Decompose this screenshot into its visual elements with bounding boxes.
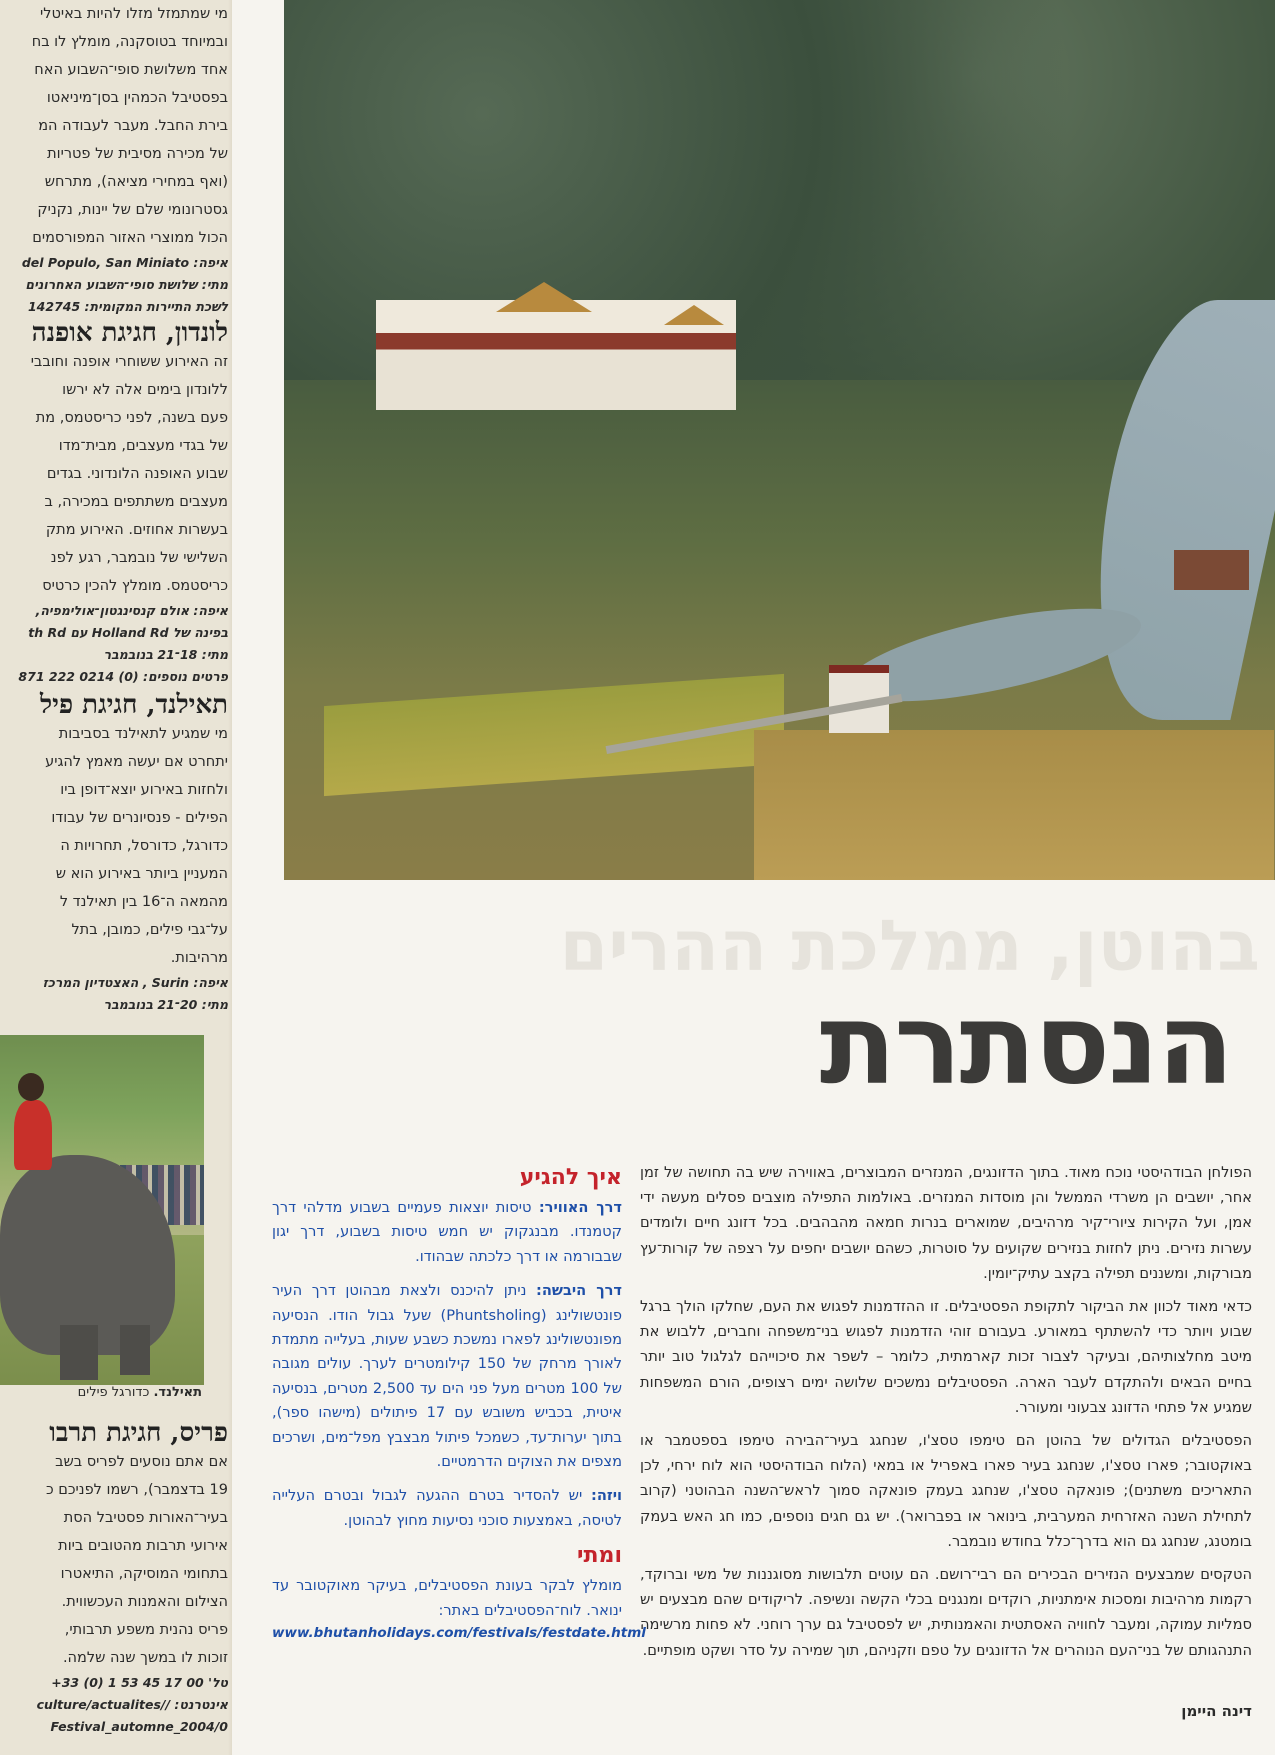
meta-line: אינטרנט: //culture/actualites [36, 1697, 228, 1712]
text-line: מי שמתמזל מזלו להיות באיטלי [40, 6, 228, 22]
faded-headline: בהוטן, ממלכת ההרים [559, 905, 1260, 987]
article-paragraph: כדאי מאוד לכוון את הביקור לתקופת הפסטיבלים. זו ההזדמנות לפגוש את העם, שחלקו הולך ברגל שבוע ויותר כדי להשתתף במאורע. בעבורם זוהי הזדמנות לפגוש בני־משפחה וחברים, ללבוש את מיטב מחלצותיהם, ובעיקר לצבור זכות קארמתית, כלומר – לשפר את סיכוייהם לגלגול טוב יותר בחיים הבאים ולהתקדם לעבר הארה. הפסטיבלים נמשכים שלושה ימים רצופים, הורם המשפחות שמגיע אל פתחי הדזונג צבעוני ומעורר. [640, 1298, 1252, 1416]
text-line: שבוע האופנה הלונדוני. בגדים [46, 466, 228, 482]
text-line: מעצבים משתתפים במכירה, ב [44, 494, 228, 510]
paris-block [0, 1418, 228, 1738]
text-line: בירת החבל. מעבר לעבודה המ [38, 118, 228, 134]
article-paragraph: הפסטיבלים הגדולים של בהוטן הם טימפו טסצ'ו, שנחגג בעיר־הבירה טימפו בספטמבר או באוקטובר; פארו טסצ'ו, שנחגג בעיר פארו באפריל או במאי (הלוח הבודהיסטי הוא לוח ירחי, לכן התאריכים משתנים); פונאקה טסצ'ו, שנחגג בעמק פונאקה סמוך לראש־השנה הבהוטני (קרוב לתחילת השנה האזרחית המערבית, בינואר או בפברואר). יש גם חגים נוספים, כמו חג האש בעמק בומטנג, שנחגג גם הוא בדרך־כלל בחודש נובמבר. [640, 1432, 1252, 1550]
meta-line: איפה: del Populo, San Miniato [21, 255, 228, 270]
section-heading: פריס, חגיגת תרבו [49, 1418, 228, 1448]
meta-line: מתי: שלושת סופי־השבוע האחרונים [25, 277, 228, 292]
text-line: אם אתם נוסעים לפריס בשב [55, 1454, 228, 1470]
text-line: כריסטמס. מומלץ להכין כרטיס [42, 578, 228, 594]
london-block [0, 318, 228, 688]
sidebar-paragraph-visa: ויזה: יש להסדיר בטרם ההגעה לגבול ובטרם העלייה לטיסה, באמצעות סוכני נסיעות מחוץ לבהוטן. [272, 1487, 622, 1529]
text-line: פריס נהנית משפע תרבותי, [64, 1622, 228, 1638]
sidebar-paragraph-when: מומלץ לבקר בעונת הפסטיבלים, בעיקר מאוקטובר עד ינואר. לוח־הפסטיבלים באתר: [272, 1577, 622, 1619]
text-line: ובמיוחד בטוסקנה, מומלץ לו בח [31, 34, 228, 50]
meta-line: מתי: 18־21 בנובמבר [103, 647, 228, 662]
meta-line: מתי: 20־21 בנובמבר [103, 997, 228, 1012]
bhutan-valley-photo [284, 0, 1275, 880]
text-line: אירועי תרבות מהטובים ביות [58, 1538, 228, 1554]
text-line: בעיר־האורות פסטיבל הסת [63, 1510, 228, 1526]
text-line: בפסטיבל הכמהין בסן־מיניאטו [46, 90, 228, 106]
meta-line: בפינה של Holland Rd עם th Rd [28, 625, 228, 640]
thailand-block [0, 690, 228, 1016]
text-line: מהמאה ה־16 בין תאילנד ל [59, 894, 228, 910]
san-miniato-block [0, 0, 228, 318]
text-line: הצילום והאמנות העכשווית. [61, 1594, 228, 1610]
meta-line: פרטים נוספים: (0) 0214 222 871 [18, 669, 228, 684]
author-byline: דינה היימן [1181, 1702, 1252, 1720]
text-line: 19 בדצמבר), רשמו לפניכם כ [45, 1482, 228, 1498]
page-title: הנסתרת [819, 980, 1232, 1110]
text-line: של בגדי מעצבים, מבית־מדו [58, 438, 228, 454]
meta-line: Festival_automne_2004/0 [50, 1719, 228, 1734]
neighbour-column [0, 0, 232, 1755]
text-line: (ואף במחירי מציאה), מתרחש [44, 174, 228, 190]
text-line: יתחרט אם יעשה מאמץ להגיע [45, 754, 228, 770]
elephant-football-photo [0, 1035, 204, 1385]
section-heading: תאילנד, חגיגת פיל [40, 690, 228, 720]
text-line: בתחומי המוסיקה, התיאטרו [60, 1566, 228, 1582]
text-line: כדורגל, כדורסל, תחרויות ה [60, 838, 228, 854]
meta-line: לשכת התיירות המקומית: 142745 [27, 299, 228, 314]
text-line: מרהיבות. [170, 950, 228, 966]
text-line: בעשרות אחוזים. האירוע מתק [45, 522, 228, 538]
sidebar-paragraph-air: דרך האוויר: טיסות יוצאות פעמיים בשבוע מדלהי דרך קטמנדו. מבנגקוק יש חמש טיסות בשבוע, דרך יגון שבבורמה או דרך כלכתה שבהודו. [272, 1199, 623, 1265]
text-line: אחד משלושת סופי־השבוע האח [34, 62, 228, 78]
text-line: על־גבי פילים, כמובן, בתל [71, 922, 228, 938]
section-heading: לונדון, חגיגת אופנה [31, 318, 228, 348]
text-line: מי שמגיע לתאילנד בסביבות [58, 726, 228, 742]
sidebar-when-title: ומתי [577, 1543, 622, 1569]
article-body [640, 1160, 1252, 1671]
text-line: הפילים - פנסיונרים של עבודו [51, 810, 228, 826]
page-fold [228, 0, 232, 1755]
meta-line: איפה: Surin , האצטדיון המרכז [42, 975, 228, 990]
sidebar-title: איך להגיע [519, 1165, 622, 1190]
text-line: של מכירה מסיבית של פטריות [47, 146, 228, 162]
article-paragraph: הטקסים שמבצעים הנזירים הבכירים הם רבי־רושם. הם עוטים תלבושות מסוגננות של משי וברוקד, רקמות מרהיבות ומסכות אימתניות, רוקדים ומנגנים בכלי הקשה ונשיפה. לריקודים שהם מבצעים יש סמליות עמוקה, ומעבר לחוויה האסתטית והאמנותית, יש לפסטיבל גם ערך רוחני. לא פחות מרשימה התנהגותם של בני־העם הנוהרים אל הדזונגים על טפם וזקניהם, תוך שמירה על סדר ושקט מופתיים. [640, 1566, 1252, 1659]
text-line: ללונדון בימים אלה לא ירשו [62, 382, 228, 398]
meta-line: טל' 00 17 45 53 1 (0) 33+ [51, 1675, 228, 1690]
text-line: זוכות לו במשך שנה שלמה. [62, 1650, 228, 1666]
text-line: הכול ממוצרי האזור המפורסמים [32, 230, 228, 246]
text-line: ולחזות באירוע יוצא־דופן ביו [60, 782, 228, 798]
text-line: המעניין ביותר באירוע הוא ש [55, 866, 228, 882]
text-line: גסטרונומי שלם של יינות, נקניק [37, 202, 228, 218]
photo-caption: תאילנד. כדורגל פילים [77, 1385, 202, 1400]
text-line: זה האירוע ששוחרי אופנה וחובבי [30, 354, 228, 370]
festival-url-link[interactable]: www.bhutanholidays.com/festivals/festdate.html [272, 1625, 646, 1642]
meta-line: איפה: אולם קנסינגטון־אולימפיה, [35, 603, 228, 618]
text-line: פעם בשנה, לפני כריסטמס, מת [35, 410, 228, 426]
sidebar-paragraph-land: דרך היבשה: ניתן להיכנס ולצאת מבהוטן דרך העיר פונטשולינג (Phuntsholing) שעל גבול הודו. הנסיעה מפונטשולינג לפארו נמשכת כשבע שעות, בעלייה מתמדת לאורך מרחק של 150 קילומטרים לערך. עולים מגובה של 100 מטרים מעל פני הים עד 2,500 מטרים, בנסיעה איטית, בכביש משובש עם 17 פיתולים (מישהו ספר), בתוך יערות־עד, כשמכל פיתול מבצבץ מפל־מים, ושרכים מצפים את הצוקים הדרמטיים. [272, 1282, 622, 1471]
text-line: השלישי של נובמבר, רגע לפנ [50, 550, 228, 566]
article-paragraph: הפולחן הבודהיסטי נוכח מאוד. בתוך הדזונגים, המנזרים המבוצרים, באווירה שיש בה תחושה של זמן אחר, יושבים הן משרדי הממשל והן מוסדות המנזרים. באולמות התפילה מוצבים פסלים מעשה ידי אמן, ועל הקירות ציורי־קיר מרהיבים, שמוארים בנרות חמאה מהבהבים. בכל דזונג חיים ולומדים עשרות נזירים. ניתן לחזות בנזירים שקועים על סוטרות, כשהם יושבים יחפים על רצפה של קורות־עץ מבורקות, ומשננים תפילה בקצב עתיק־יומין. [640, 1164, 1252, 1282]
how-to-get-sidebar [272, 1165, 646, 1642]
